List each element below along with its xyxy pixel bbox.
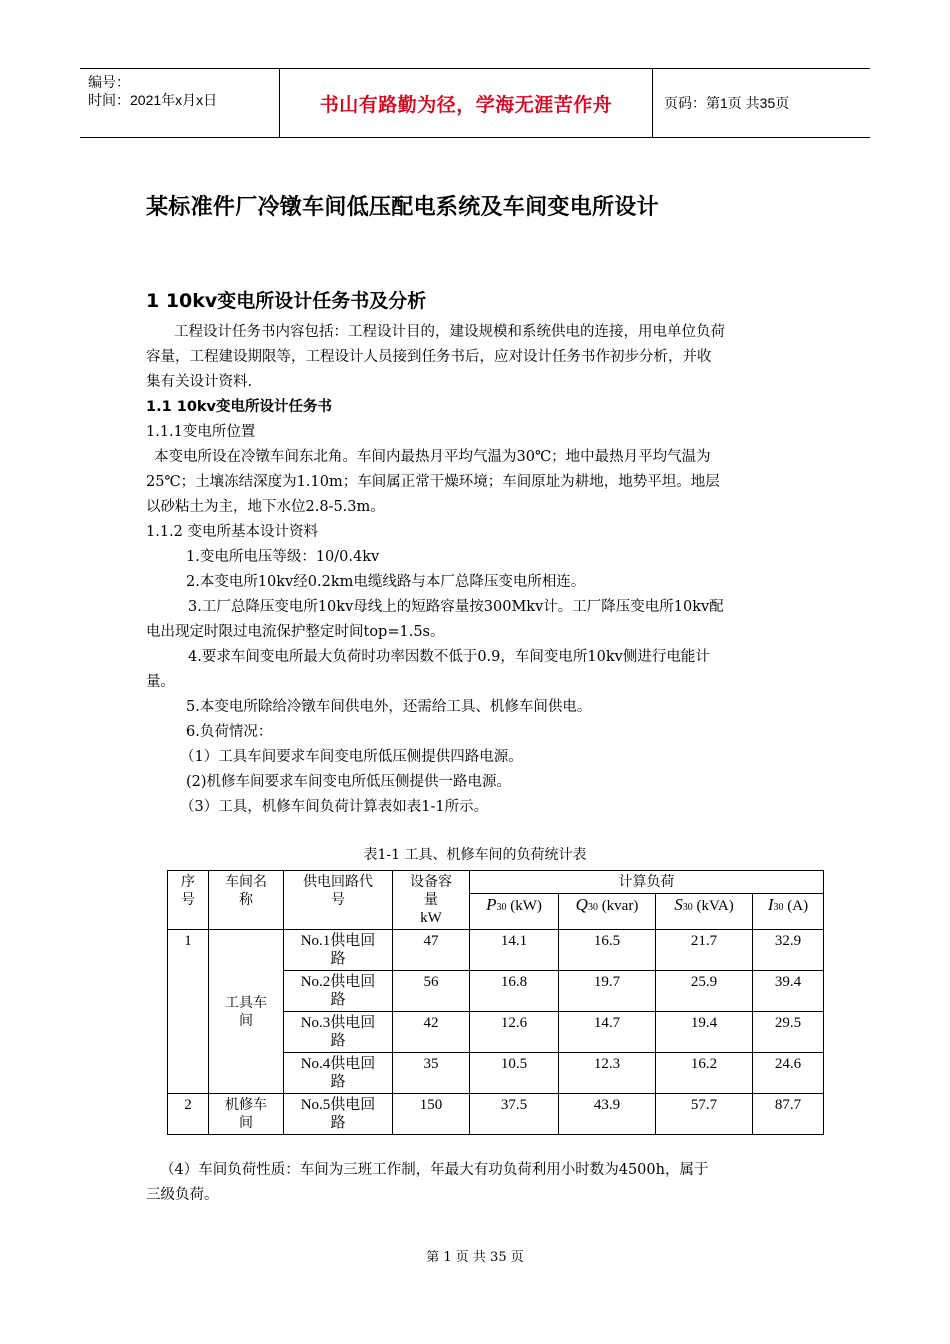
list-item: 3.工厂总降压变电所10kv母线上的短路容量按300Mkv计。工厂降压变电所10kv配 [188, 599, 724, 615]
header-cell: 供电回路代 号 [284, 871, 393, 930]
table-cell: 56 [393, 971, 470, 1012]
table-cell: 机修车 间 [209, 1094, 284, 1135]
load-nature-paragraph [146, 1158, 816, 1208]
header-cell: P30 (kW) [470, 894, 559, 930]
header-motto: 书山有路勤为径，学海无涯苦作舟 [280, 69, 653, 137]
document-title: 某标准件厂冷镦车间低压配电系统及车间变电所设计 [146, 195, 659, 220]
header-cell: 设备容 量 kW [393, 871, 470, 930]
table-cell: No.4供电回 路 [284, 1053, 393, 1094]
table-cell: 150 [393, 1094, 470, 1135]
table-cell: No.5供电回 路 [284, 1094, 393, 1135]
text-line: 本变电所设在冷镦车间东北角。车间内最热月平均气温为30℃；地中最热月平均气温为 [154, 449, 711, 465]
subsubsection-heading: 1.1.2 变电所基本设计资料 [146, 524, 319, 540]
intro-paragraph [146, 320, 816, 820]
header-cell: 计算负荷 [470, 871, 824, 894]
header-cell: S30 (kVA) [656, 894, 753, 930]
text-line: 以砂粘土为主，地下水位2.8-5.3m。 [146, 499, 385, 515]
table-cell: No.1供电回 路 [284, 930, 393, 971]
table-cell: 19.7 [559, 971, 656, 1012]
table-cell: 35 [393, 1053, 470, 1094]
page-header [80, 68, 870, 138]
table-cell: 10.5 [470, 1053, 559, 1094]
list-item: （3）工具，机修车间负荷计算表如表1-1所示。 [180, 799, 489, 815]
list-item: 4.要求车间变电所最大负荷时功率因数不低于0.9，车间变电所10kv侧进行电能计 [188, 649, 710, 665]
list-item: （1）工具车间要求车间变电所低压侧提供四路电源。 [180, 749, 523, 765]
text-line: 工程设计任务书内容包括：工程设计目的，建设规模和系统供电的连接，用电单位负荷 [174, 324, 725, 340]
subsection-heading: 1.1 10kv变电所设计任务书 [146, 399, 333, 415]
header-cell: Q30 (kvar) [559, 894, 656, 930]
text-line: （4）车间负荷性质：车间为三班工作制，年最大有功负荷利用小时数为4500h，属于 [160, 1162, 709, 1178]
table-cell: 87.7 [753, 1094, 824, 1135]
date-label: 时间：2021年x月x日 [88, 92, 218, 108]
text-line: 三级负荷。 [146, 1187, 219, 1203]
table-cell: 1 [168, 930, 209, 1094]
table-caption: 表1-1 工具、机修车间的负荷统计表 [363, 847, 587, 863]
table-cell: 39.4 [753, 971, 824, 1012]
table-cell: 14.1 [470, 930, 559, 971]
text-line: 集有关设计资料. [146, 374, 253, 390]
table-row [168, 1094, 824, 1135]
table-cell: 2 [168, 1094, 209, 1135]
header-meta [80, 69, 280, 137]
load-table [167, 870, 824, 1135]
header-cell: 车间名 称 [209, 871, 284, 930]
text-line: 量。 [146, 674, 175, 690]
list-item: 5.本变电所除给冷镦车间供电外，还需给工具、机修车间供电。 [186, 699, 592, 715]
table-cell: 16.2 [656, 1053, 753, 1094]
table-cell: No.2供电回 路 [284, 971, 393, 1012]
table-cell: 21.7 [656, 930, 753, 971]
list-item: 2.本变电所10kv经0.2km电缆线路与本厂总降压变电所相连。 [186, 574, 586, 590]
text-line: 25℃；土壤冻结深度为1.10m；车间属正常干燥环境；车间原址为耕地，地势平坦。地层 [146, 474, 720, 490]
table-cell: 工具车 间 [209, 930, 284, 1094]
header-page-number: 页码：第1页 共35页 [664, 95, 790, 111]
table-cell: No.3供电回 路 [284, 1012, 393, 1053]
table-cell: 24.6 [753, 1053, 824, 1094]
table-cell: 43.9 [559, 1094, 656, 1135]
table-cell: 12.6 [470, 1012, 559, 1053]
table-cell: 19.4 [656, 1012, 753, 1053]
text-line: 电出现定时限过电流保护整定时间top=1.5s。 [146, 624, 445, 640]
table-cell: 29.5 [753, 1012, 824, 1053]
list-item: 6.负荷情况： [186, 724, 273, 740]
table-cell: 16.8 [470, 971, 559, 1012]
table-cell: 47 [393, 930, 470, 971]
table-cell: 14.7 [559, 1012, 656, 1053]
code-label: 编号： [88, 74, 130, 90]
table-row [168, 930, 824, 971]
header-cell: 序 号 [168, 871, 209, 930]
text-line: 容量，工程建设期限等，工程设计人员接到任务书后，应对设计任务书作初步分析，并收 [146, 349, 712, 365]
table-cell: 42 [393, 1012, 470, 1053]
table-cell: 32.9 [753, 930, 824, 971]
list-item: (2)机修车间要求车间变电所低压侧提供一路电源。 [186, 774, 512, 790]
section-heading: 1 10kv变电所设计任务书及分析 [146, 290, 427, 312]
table-cell: 37.5 [470, 1094, 559, 1135]
header-cell: I30 (A) [753, 894, 824, 930]
table-cell: 16.5 [559, 930, 656, 971]
subsubsection-heading: 1.1.1变电所位置 [146, 424, 256, 440]
table-cell: 25.9 [656, 971, 753, 1012]
table-cell: 12.3 [559, 1053, 656, 1094]
table-cell: 57.7 [656, 1094, 753, 1135]
page-footer: 第 1 页 共 35 页 [426, 1250, 524, 1265]
list-item: 1.变电所电压等级：10/0.4kv [186, 549, 380, 565]
